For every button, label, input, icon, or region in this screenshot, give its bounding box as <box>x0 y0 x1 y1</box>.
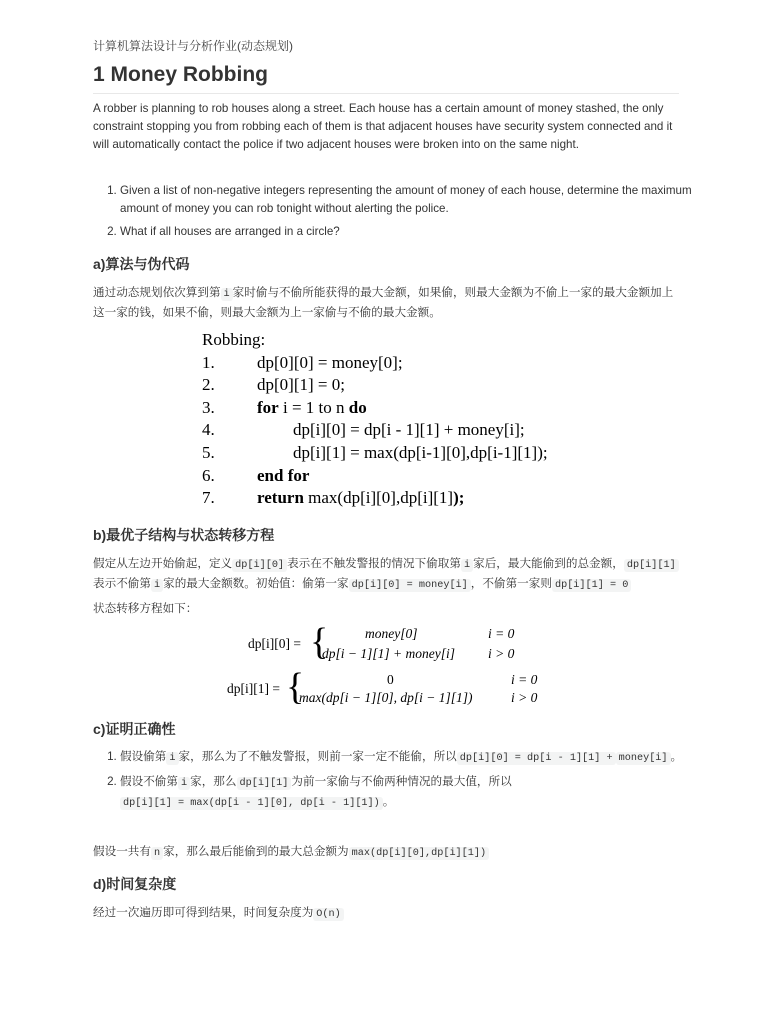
equation-lhs: dp[i][1] = <box>227 681 280 696</box>
equation-case: 0 <box>387 672 394 687</box>
line-code: dp[0][0] = money[0]; <box>257 352 403 372</box>
transition-intro: 状态转移方程如下： <box>93 602 198 615</box>
proof-item <box>120 748 706 768</box>
brace-symbol: { <box>286 666 305 708</box>
question-item: 2. What if all houses are arranged in a circle? <box>120 223 706 241</box>
intro-paragraph: A robber is planning to rob houses along a street. Each house has a certain amount of money stashed, the only constraint stopping you from robbing each of them is that adjacent houses have security system connected and it will automatically contact the police if two adjacent houses were broken into on the same night. <box>93 102 673 152</box>
section-title: 1 Money Robbing <box>93 63 679 94</box>
keyword: end for <box>257 465 310 485</box>
inline-code: money[i] <box>616 752 671 765</box>
algorithm-description <box>93 284 679 322</box>
proof-list <box>93 748 706 819</box>
inline-code: dp[i][0] = dp[i - 1][1] + <box>457 752 616 765</box>
pseudocode-block <box>202 330 622 511</box>
inline-code: i <box>166 752 178 765</box>
inline-code: max(dp[i][0],dp[i][1]) <box>349 847 490 860</box>
equation-dp0 <box>248 622 568 666</box>
equation-lhs: dp[i][0] = <box>248 636 301 651</box>
text-span: 家时偷与不偷所能获得的最大金额，如果偷，则最大金额为不偷上一家的最大金额加上这一家的钱，如果不偷，则最大金额为上一家偷与不偷的最大金额。 <box>93 286 674 320</box>
inline-code: i <box>461 559 473 572</box>
keyword: do <box>348 397 367 417</box>
text-span: 为前一家偷与不偷两种情况的最大值，所以 <box>291 775 512 789</box>
line-code <box>257 466 309 486</box>
text-span: 通过动态规划依次算到第 <box>93 286 221 299</box>
pseudocode-line <box>202 353 622 376</box>
line-number: 5. <box>202 442 215 462</box>
line-code <box>257 488 464 508</box>
heading-algorithm: a)算法与伪代码 <box>93 256 190 272</box>
text-span: 假设偷第 <box>120 750 167 763</box>
text-span: 假设不偷第 <box>120 775 178 789</box>
equation-case: dp[i − 1][1] + money[i] <box>322 646 455 661</box>
keyword: for <box>257 397 279 417</box>
line-code <box>257 398 367 418</box>
equation-case: money[0] <box>365 626 418 641</box>
inline-code: i <box>178 777 190 790</box>
text-span: 家的最大金额数。初始值：偷第一家 <box>163 577 349 591</box>
inline-code: dp[i][1] = 0 <box>552 579 631 592</box>
text-span: 家后，最大能偷到的总金额， <box>473 557 624 570</box>
equation-condition: i = 0 <box>488 626 515 641</box>
substructure-description <box>93 555 679 595</box>
pseudocode-title: Robbing: <box>202 330 266 349</box>
text-span: 。 <box>382 795 395 809</box>
line-number: 3. <box>202 397 215 417</box>
brace-symbol: { <box>310 621 329 663</box>
pseudocode-line <box>202 398 622 421</box>
line-code: dp[0][1] = 0; <box>257 375 345 395</box>
text-span: 表示不偷第 <box>93 577 151 591</box>
proof-summary <box>93 843 679 863</box>
line-number: 4. <box>202 420 215 440</box>
heading-optimal-substructure: b)最优子结构与状态转移方程 <box>93 527 275 543</box>
complexity-text <box>93 904 679 924</box>
heading-correctness-proof: c)证明正确性 <box>93 721 176 737</box>
equation-case: max(dp[i − 1][0], dp[i − 1][1]) <box>299 690 473 705</box>
pseudocode-line <box>202 420 622 443</box>
inline-code: dp[i][1] = max(dp[i - 1][0], dp[i - 1][1]) <box>120 797 383 810</box>
keyword: return <box>257 488 304 508</box>
pseudocode-line <box>202 488 622 511</box>
line-number: 6. <box>202 465 215 485</box>
equation-dp1 <box>227 668 567 712</box>
question-item: 1. Given a list of non-negative integers representing the amount of money of each house, determine the maximum amount of money you can rob tonight without alerting the police. <box>120 182 706 218</box>
pseudocode-line <box>202 375 622 398</box>
code-text: i = 1 to n <box>278 397 349 417</box>
keyword: ); <box>453 488 465 508</box>
question-list <box>93 182 706 247</box>
line-code: dp[i][1] = max(dp[i-1][0],dp[i-1][1]); <box>293 442 548 462</box>
pseudocode-line <box>202 466 622 489</box>
text-span: ，不偷第一家则 <box>470 577 552 591</box>
line-number: 7. <box>202 488 215 508</box>
equation-condition: i > 0 <box>488 646 515 661</box>
line-code: dp[i][0] = dp[i - 1][1] + money[i]; <box>293 420 525 440</box>
text-span: 家，那么 <box>190 775 237 789</box>
inline-code: i <box>221 288 233 301</box>
equation-condition: i = 0 <box>511 672 538 687</box>
heading-time-complexity: d)时间复杂度 <box>93 876 177 892</box>
text-span: 经过一次遍历即可得到结果，时间复杂度为 <box>93 906 314 919</box>
text-span: 假设一共有 <box>93 845 151 858</box>
inline-code: dp[i][0] = money[i] <box>349 579 471 592</box>
pseudocode-line <box>202 443 622 466</box>
inline-code: n <box>151 847 163 860</box>
line-number: 2. <box>202 375 215 395</box>
proof-item <box>120 773 706 813</box>
text-span: 家，那么为了不触发警报，则前一家一定不能偷，所以 <box>178 750 457 763</box>
text-span: 。 <box>670 750 683 763</box>
document-header: 计算机算法设计与分析作业(动态规划) <box>93 39 293 53</box>
inline-code: dp[i][1] <box>624 559 679 572</box>
inline-code: dp[i][1] <box>237 777 292 790</box>
text-span: 假定从左边开始偷起，定义 <box>93 557 233 570</box>
inline-code: O(n) <box>313 908 343 921</box>
inline-code: dp[i][0] <box>232 559 287 572</box>
inline-code: i <box>151 579 163 592</box>
text-span: 表示在不触发警报的情况下偷取第 <box>287 557 461 570</box>
equation-condition: i > 0 <box>511 690 538 705</box>
text-span: 家，那么最后能偷到的最大总金额为 <box>163 845 349 858</box>
code-text: max(dp[i][0],dp[i][1] <box>303 488 454 508</box>
line-number: 1. <box>202 352 215 372</box>
